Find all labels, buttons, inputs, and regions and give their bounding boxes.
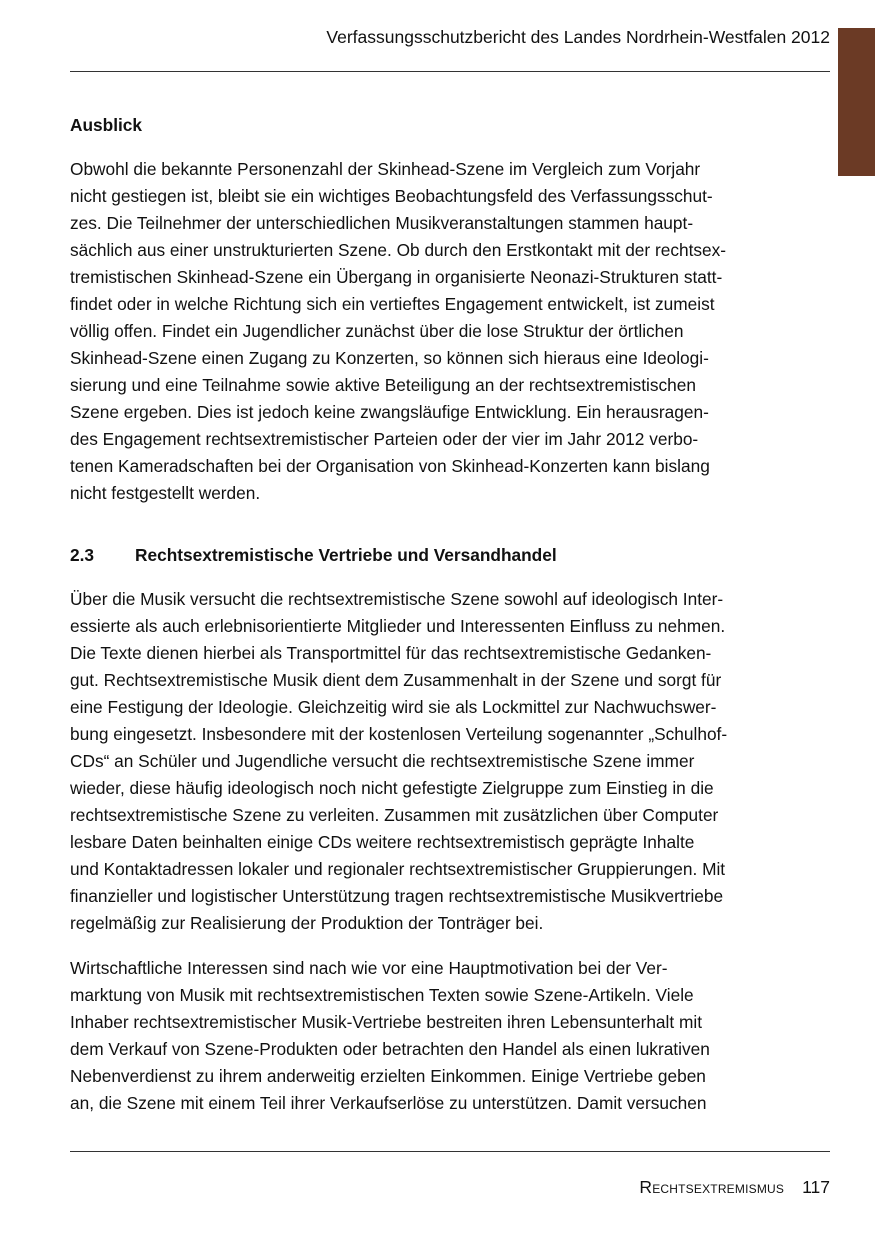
page-footer [639,1176,830,1198]
ausblick-heading: Ausblick [70,115,143,135]
ausblick-paragraph: Obwohl die bekannte Personenzahl der Skinhead-Szene im Vergleich zum Vorjahr nicht gestiegen ist, bleibt sie ein wichtiges Beobachtungsfeld des Verfassungsschut- zes. Die Teilnehmer der unterschiedlichen Musikveranstaltungen stammen haupt- sächlich aus einer unstrukturierten Szene. Ob durch den Erstkontakt mit der rechtsex- tremistischen Skinhead-Szene ein Übergang in organisierte Neonazi-Strukturen statt- findet oder in welche Richtung sich ein vertieftes Engagement entwickelt, ist zumeist völlig offen. Findet ein Jugendlicher zunächst über die lose Struktur der örtlichen Skinhead-Szene einen Zugang zu Konzerten, so können sich hieraus eine Ideologi- sierung und eine Teilnahme sowie aktive Beteiligung an der rechtsextremistischen Szene ergeben. Dies ist jedoch keine zwangsläufige Entwicklung. Ein herausragen- des Engagement rechtsextremistischer Parteien oder der vier im Jahr 2012 verbo- tenen Kameradschaften bei der Organisation von Skinhead-Konzerten kann bislang nicht festgestellt werden. [70,159,727,503]
header-divider [70,71,830,72]
footer-divider [70,1151,830,1152]
vertriebe-paragraph-1: Über die Musik versucht die rechtsextremistische Szene sowohl auf ideologisch Inter- essierte als auch erlebnisorientierte Mitglieder und Interessenten Einfluss zu nehmen. Die Texte dienen hierbei als Transportmittel für das rechtsextremistische Gedanken- gut. Rechtsextremistische Musik dient dem Zusammenhalt in der Szene und sorgt für eine Festigung der Ideologie. Gleichzeitig wird sie als Lockmittel zur Nachwuchswer- bung eingesetzt. Insbesondere mit der kostenlosen Verteilung sogenannter „Schulhof- CDs“ an Schüler und Jugendliche versucht die rechtsextremistische Szene immer wieder, diese häufig ideologisch noch nicht gefestigte Zielgruppe zum Einstieg in die rechtsextremistische Szene zu verleiten. Zusammen mit zusätzlichen über Computer lesbare Daten beinhalten einige CDs weitere rechtsextremistisch geprägte Inhalte und Kontaktadressen lokaler und regionaler rechtsextremistischer Gruppierungen. Mit finanzieller und logistischer Unterstützung tragen rechtsextremistische Musikvertriebe regelmäßig zur Realisierung der Produktion der Tonträger bei. [70,589,728,933]
chapter-color-tab [838,28,875,176]
page-body [70,112,790,1117]
footer-section-name: Rechtsextremismus [639,1177,785,1197]
vertriebe-paragraph-2: Wirtschaftliche Interessen sind nach wie vor eine Hauptmotivation bei der Ver- marktung von Musik mit rechtsextremistischen Texten sowie Szene-Artikeln. Viele Inhaber rechtsextremistischer Musik-Vertriebe bestreiten ihren Lebensunterhalt mit dem Verkauf von Szene-Produkten oder betrachten den Handel als einen lukrativen Nebenverdienst zu ihrem anderweitig erzielten Einkommen. Einige Vertriebe geben an, die Szene mit einem Teil ihrer Verkaufserlöse zu unterstützen. Damit versuchen [70,958,710,1113]
section-heading [70,542,790,569]
section-title: Rechtsextremistische Vertriebe und Versandhandel [135,545,557,565]
page-number: 117 [802,1177,830,1197]
section-number: 2.3 [70,545,95,565]
running-header-title: Verfassungsschutzbericht des Landes Nordrhein-Westfalen 2012 [326,27,830,47]
